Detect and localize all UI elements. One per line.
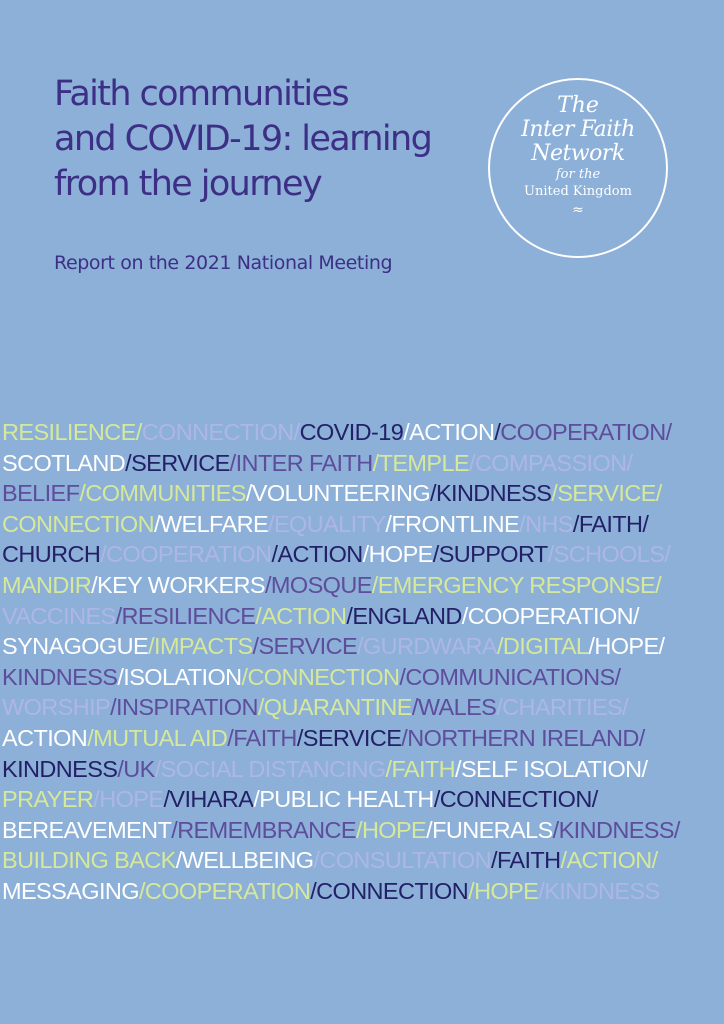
title-line-3: from the journey — [54, 164, 322, 204]
keyword: NHS — [525, 510, 573, 537]
word-separator: / — [229, 449, 236, 476]
keyword: MESSAGING — [2, 877, 139, 904]
word-separator: / — [469, 449, 475, 476]
keyword: BUILDING BACK — [2, 847, 176, 874]
word-separator: / — [362, 541, 369, 568]
word-separator: / — [115, 602, 122, 629]
word-line — [2, 539, 724, 570]
word-separator: / — [372, 449, 379, 476]
keyword: UK — [123, 755, 155, 782]
word-separator: / — [87, 724, 94, 751]
logo-line-for-the: for the — [555, 167, 601, 182]
word-separator: / — [135, 419, 142, 445]
keyword: IMPACTS — [154, 633, 253, 660]
word-line — [2, 692, 724, 723]
keyword: CONNECTION — [439, 786, 592, 813]
word-separator: / — [227, 724, 234, 751]
logo-line-the: The — [557, 93, 599, 118]
keyword: TEMPLE — [378, 449, 469, 476]
keyword: PRAYER — [2, 786, 94, 813]
word-separator: / — [399, 663, 406, 690]
keyword: WALES — [417, 694, 497, 721]
keyword: BELIEF — [2, 480, 80, 507]
word-separator: / — [552, 816, 559, 843]
word-line — [2, 601, 724, 632]
keyword: COOPERATION — [144, 877, 311, 904]
keyword: KINDNESS — [558, 816, 674, 843]
keyword: KINDNESS — [435, 480, 552, 507]
keyword: FAITH — [233, 724, 297, 751]
wave-icon: ≈ — [572, 202, 584, 218]
word-separator: / — [117, 663, 124, 690]
word-separator: / — [572, 510, 579, 537]
keyword: COMMUNITIES — [85, 480, 246, 507]
word-separator: / — [430, 480, 436, 507]
word-line — [2, 815, 724, 846]
keyword: SOCIAL DISTANCING — [160, 755, 386, 782]
word-line — [2, 876, 724, 907]
keyword: SCHOOLS — [553, 541, 665, 568]
keyword: ISOLATION — [123, 663, 242, 690]
keyword: SCOTLAND — [2, 449, 126, 476]
keyword: SERVICE — [302, 724, 402, 751]
logo-line-inter-faith: Inter Faith — [521, 117, 635, 142]
keyword: KINDNESS — [2, 755, 118, 782]
keyword: COOPERATION — [106, 541, 272, 568]
word-separator: / — [110, 694, 117, 721]
word-separator: / — [268, 510, 274, 537]
word-separator: / — [642, 510, 649, 537]
word-separator: / — [622, 694, 629, 721]
keyword: CONNECTION — [141, 419, 294, 445]
word-separator: / — [171, 816, 178, 843]
word-line — [2, 478, 724, 509]
word-separator: / — [253, 786, 260, 813]
word-cloud — [2, 417, 724, 907]
word-line — [2, 754, 724, 785]
report-subtitle: Report on the 2021 National Meeting — [54, 252, 393, 274]
interfaith-network-logo — [488, 78, 668, 258]
keyword: FRONTLINE — [391, 510, 520, 537]
keyword: CONNECTION — [247, 663, 400, 690]
word-separator: / — [163, 786, 170, 813]
keyword: ACTION — [277, 541, 363, 568]
keyword: VIHARA — [169, 786, 254, 813]
word-separator: / — [296, 724, 303, 751]
word-separator: / — [432, 541, 439, 568]
word-separator: / — [148, 633, 155, 660]
word-separator: / — [245, 480, 252, 507]
word-separator: / — [496, 694, 503, 721]
keyword: HOPE — [594, 633, 659, 660]
keyword: CONNECTION — [2, 510, 154, 537]
word-separator: / — [591, 786, 598, 813]
keyword: COMPASSION — [474, 449, 627, 476]
keyword: PUBLIC HEALTH — [259, 786, 434, 813]
word-separator: / — [153, 510, 160, 537]
word-separator: / — [313, 847, 320, 874]
keyword: SUPPORT — [438, 541, 548, 568]
word-line — [2, 417, 724, 448]
keyword: GURDWARA — [362, 633, 497, 660]
keyword: COVID-19 — [299, 419, 404, 445]
keyword: ACTION — [409, 419, 495, 445]
word-separator: / — [401, 724, 408, 751]
keyword: RESILIENCE — [2, 419, 136, 445]
word-separator: / — [93, 786, 100, 813]
word-separator: / — [547, 541, 554, 568]
keyword: FAITH — [496, 847, 561, 874]
keyword: KINDNESS — [544, 877, 660, 904]
keyword: ACTION — [2, 724, 88, 751]
word-line — [2, 570, 724, 601]
word-separator: / — [673, 816, 680, 843]
keyword: REMEMBRANCE — [177, 816, 356, 843]
keyword: EQUALITY — [273, 510, 386, 537]
word-separator: / — [426, 816, 433, 843]
keyword: HOPE — [474, 877, 539, 904]
word-separator: / — [125, 449, 132, 476]
word-separator: / — [271, 541, 278, 568]
keyword: WORSHIP — [2, 694, 111, 721]
keyword: ACTION — [566, 847, 652, 874]
keyword: SELF ISOLATION — [460, 755, 642, 782]
word-separator: / — [588, 633, 595, 660]
word-line — [2, 784, 724, 815]
keyword: NORTHERN IRELAND — [407, 724, 639, 751]
keyword: INTER FAITH — [235, 449, 373, 476]
word-separator: / — [433, 786, 440, 813]
logo-text — [490, 94, 666, 218]
word-separator: / — [79, 480, 86, 507]
keyword: COOPERATION — [467, 602, 634, 629]
word-separator: / — [241, 663, 248, 690]
word-separator: / — [658, 633, 665, 660]
word-separator: / — [91, 571, 98, 598]
word-separator: / — [538, 877, 545, 904]
word-separator: / — [560, 847, 567, 874]
word-separator: / — [264, 571, 271, 598]
keyword: SERVICE — [557, 480, 656, 507]
keyword: EMERGENCY RESPONSE — [377, 571, 656, 598]
word-line — [2, 631, 724, 662]
keyword: MANDIR — [2, 571, 92, 598]
keyword: FAITH — [391, 755, 456, 782]
word-separator: / — [641, 755, 648, 782]
keyword: SERVICE — [258, 633, 358, 660]
word-separator: / — [614, 663, 621, 690]
keyword: CONNECTION — [316, 877, 469, 904]
word-separator: / — [455, 755, 461, 782]
keyword: FAITH — [578, 510, 643, 537]
keyword: RESILIENCE — [121, 602, 256, 629]
word-separator: / — [252, 633, 259, 660]
keyword: SERVICE — [131, 449, 230, 476]
keyword: ACTION — [261, 602, 347, 629]
word-separator: / — [411, 694, 418, 721]
keyword: ENGLAND — [352, 602, 462, 629]
keyword: MUTUAL AID — [93, 724, 228, 751]
word-separator: / — [496, 633, 503, 660]
word-separator: / — [293, 419, 300, 445]
word-line — [2, 845, 724, 876]
keyword: HOPE — [361, 816, 427, 843]
word-separator: / — [346, 602, 353, 629]
word-separator: / — [665, 419, 672, 445]
word-separator: / — [371, 571, 378, 598]
word-separator: / — [655, 571, 662, 598]
keyword: COMMUNICATIONS — [405, 663, 615, 690]
word-separator: / — [100, 541, 107, 568]
keyword: QUARANTINE — [263, 694, 412, 721]
word-separator: / — [494, 419, 501, 445]
word-line — [2, 509, 724, 540]
keyword: VACCINES — [2, 602, 116, 629]
word-separator: / — [356, 816, 362, 843]
logo-line-united-kingdom: United Kingdom — [524, 184, 632, 199]
keyword: SYNAGOGUE — [2, 633, 149, 660]
word-separator: / — [117, 755, 124, 782]
keyword: CHARITIES — [502, 694, 623, 721]
word-separator: / — [651, 847, 658, 874]
word-separator: / — [633, 602, 639, 629]
word-separator: / — [154, 755, 161, 782]
title-line-1: Faith communities — [54, 74, 349, 114]
word-separator: / — [310, 877, 317, 904]
word-separator: / — [138, 877, 145, 904]
word-separator: / — [638, 724, 645, 751]
word-separator: / — [357, 633, 363, 660]
word-separator: / — [461, 602, 468, 629]
word-line — [2, 448, 724, 479]
keyword: COOPERATION — [500, 419, 666, 445]
keyword: VOLUNTEERING — [251, 480, 430, 507]
keyword: MOSQUE — [270, 571, 372, 598]
word-separator: / — [626, 449, 633, 476]
keyword: DIGITAL — [502, 633, 589, 660]
keyword: BEREAVEMENT — [2, 816, 172, 843]
word-separator: / — [385, 755, 392, 782]
word-separator: / — [491, 847, 497, 874]
word-separator: / — [664, 541, 671, 568]
word-separator: / — [385, 510, 392, 537]
report-title — [54, 72, 474, 207]
keyword: HOPE — [368, 541, 433, 568]
keyword: KINDNESS — [2, 663, 118, 690]
word-separator: / — [655, 480, 662, 507]
title-line-2: and COVID-19: learning — [54, 119, 432, 159]
word-line — [2, 723, 724, 754]
logo-line-network: Network — [531, 141, 625, 166]
keyword: WELLBEING — [181, 847, 314, 874]
word-separator: / — [403, 419, 410, 445]
word-separator: / — [255, 602, 262, 629]
keyword: CHURCH — [2, 541, 101, 568]
word-separator: / — [468, 877, 475, 904]
keyword: WELFARE — [159, 510, 269, 537]
keyword: FUNERALS — [432, 816, 553, 843]
keyword: HOPE — [99, 786, 164, 813]
word-separator: / — [257, 694, 264, 721]
word-separator: / — [519, 510, 526, 537]
word-line — [2, 662, 724, 693]
word-separator: / — [175, 847, 182, 874]
word-separator: / — [551, 480, 558, 507]
keyword: INSPIRATION — [116, 694, 258, 721]
keyword: KEY WORKERS — [97, 571, 265, 598]
keyword: CONSULTATION — [319, 847, 491, 874]
